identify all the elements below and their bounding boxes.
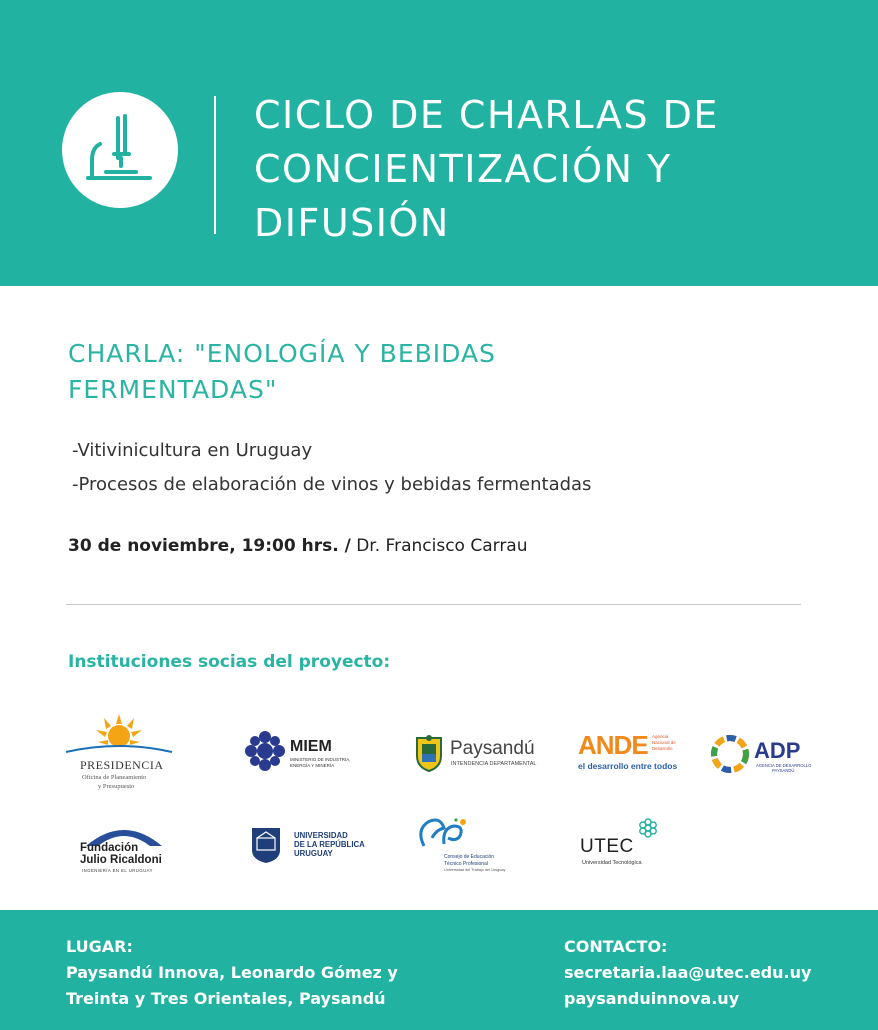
cycle-title-line: CICLO DE CHARLAS DE <box>254 93 719 137</box>
adp-sub: PAYSANDÚ <box>772 768 795 773</box>
ande-logo <box>578 731 688 775</box>
fundacion-line: Julio Ricaldoni <box>80 854 162 866</box>
utec-name: UTEC <box>580 836 634 857</box>
miem-name: MIEM <box>290 738 332 755</box>
date-speaker <box>68 536 528 556</box>
gear-circle-icon <box>710 734 750 774</box>
miem-sub: MINISTERIO DE INDUSTRIA, <box>290 757 351 762</box>
adp-name: ADP <box>754 738 801 763</box>
presidencia-name: PRESIDENCIA <box>80 758 164 772</box>
ande-sub: Desarrollo <box>652 746 673 751</box>
ande-tagline: el desarrollo entre todos <box>578 761 678 771</box>
coat-of-arms-icon <box>414 734 444 772</box>
contact-label: CONTACTO: <box>564 937 668 956</box>
cetp-line: Universidad del Trabajo del Uruguay <box>444 868 506 872</box>
cycle-title-line: CONCIENTIZACIÓN Y <box>254 147 672 191</box>
presidencia-sub: Oficina de Planeamiento <box>82 774 147 781</box>
venue-line: Treinta y Tres Orientales, Paysandú <box>66 989 386 1008</box>
topic-item: -Procesos de elaboración de vinos y bebidas fermentadas <box>72 474 592 495</box>
microscope-logo <box>62 92 178 208</box>
talk-title-line: CHARLA: "ENOLOGÍA Y BEBIDAS <box>68 339 496 368</box>
udelar-logo <box>250 826 370 866</box>
speaker-name: Dr. Francisco Carrau <box>350 536 528 556</box>
header-banner <box>0 0 878 286</box>
udelar-line: UNIVERSIDAD <box>294 831 348 840</box>
paysandu-logo <box>414 734 544 774</box>
miem-sub: ENERGÍA Y MINERÍA <box>290 763 335 768</box>
ande-sub: Nacional de <box>652 740 676 745</box>
cetp-swirl-icon <box>414 816 474 856</box>
contact-block <box>564 934 811 1012</box>
cycle-title <box>254 88 854 250</box>
utec-sub: Universidad Tecnológica <box>582 860 642 866</box>
adp-logo <box>710 734 814 778</box>
topic-item: -Vitivinicultura en Uruguay <box>72 440 313 461</box>
sun-icon <box>64 712 174 756</box>
paysandu-sub: INTENDENCIA DEPARTAMENTAL <box>451 761 537 767</box>
presidencia-sub: y Presupuesto <box>98 783 135 790</box>
utec-logo <box>580 818 670 874</box>
udelar-line: DE LA REPÚBLICA <box>294 840 365 849</box>
university-shield-icon <box>250 826 282 864</box>
paysandu-name: Paysandú <box>450 738 535 759</box>
contact-website: paysanduinnova.uy <box>564 989 740 1008</box>
fundacion-ricaldoni-logo <box>80 822 180 874</box>
talk-title <box>68 336 788 408</box>
contact-email: secretaria.laa@utec.edu.uy <box>564 963 812 982</box>
presidencia-logo <box>64 712 174 794</box>
section-divider <box>66 604 801 605</box>
adp-sub: AGENCIA DE DESARROLLO <box>756 763 812 768</box>
date-time: 30 de noviembre, 19:00 hrs. / <box>68 536 351 556</box>
cetp-logo <box>414 816 514 874</box>
footer-banner <box>0 910 878 1030</box>
talk-title-line: FERMENTADAS" <box>68 375 278 404</box>
partners-heading: Instituciones socias del proyecto: <box>68 652 391 672</box>
ande-sub: Agencia <box>652 734 669 739</box>
microscope-icon <box>62 92 178 208</box>
venue-label: LUGAR: <box>66 937 133 956</box>
miem-logo <box>244 730 354 774</box>
cetp-line: Técnico Profesional <box>444 861 488 867</box>
star-flower-icon <box>244 730 286 772</box>
udelar-line: URUGUAY <box>294 849 333 858</box>
cetp-line: Consejo de Educación <box>444 854 495 860</box>
topic-list <box>72 436 591 504</box>
fundacion-sub: INGENIERÍA EN EL URUGUAY <box>82 868 153 873</box>
ande-name: ANDE <box>578 730 648 760</box>
venue-line: Paysandú Innova, Leonardo Gómez y <box>66 963 398 982</box>
fundacion-line: Fundación <box>80 842 139 854</box>
header-divider <box>214 96 216 234</box>
flower-icon <box>638 818 658 838</box>
cycle-title-line: DIFUSIÓN <box>254 201 450 245</box>
venue-block <box>66 934 398 1012</box>
